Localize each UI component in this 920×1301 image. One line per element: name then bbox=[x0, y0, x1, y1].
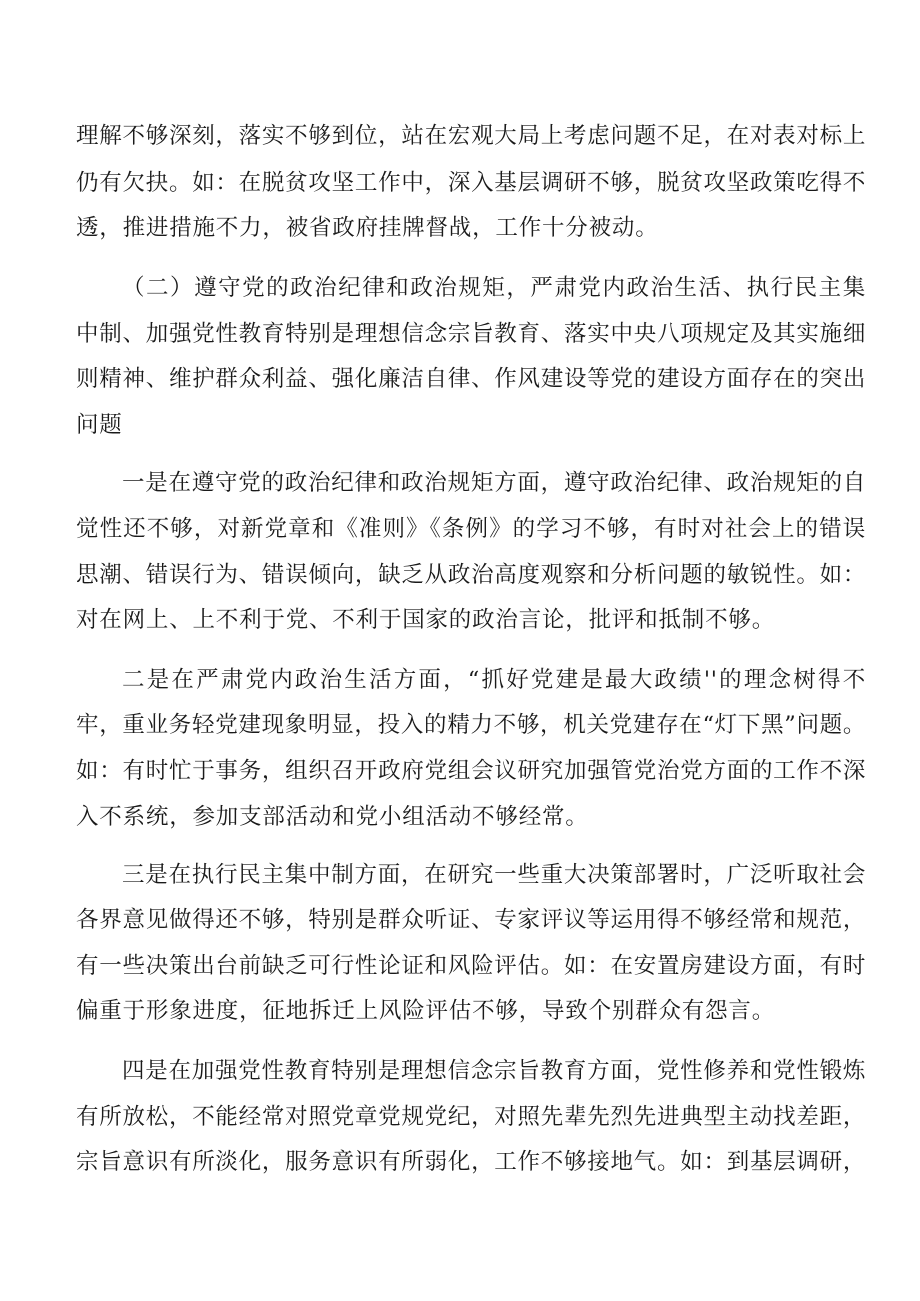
paragraph-6-line-3: 宗旨意识有所淡化，服务意识有所弱化，工作不够接地气。如：到基层调研， bbox=[76, 1149, 866, 1175]
paragraph-1-line-3: 透，推进措施不力，被省政府挂牌督战，工作十分被动。 bbox=[76, 215, 659, 241]
paragraph-4-line-3: 如：有时忙于事务，组织召开政府党组会议研究加强管党治党方面的工作不深 bbox=[76, 758, 866, 784]
paragraph-5-line-1: 三是在执行民主集中制方面，在研究一些重大决策部署时，广泛听取社会 bbox=[122, 862, 866, 888]
paragraph-4-line-4: 入不系统，参加支部活动和党小组活动不够经常。 bbox=[76, 804, 589, 830]
paragraph-1-line-1: 理解不够深刻，落实不够到位，站在宏观大局上考虑问题不足，在对表对标上 bbox=[76, 123, 866, 149]
section-heading-line-1: （二）遵守党的政治纪律和政治规矩，严肃党内政治生活、执行民主集 bbox=[122, 275, 866, 301]
paragraph-5-line-4: 偏重于形象进度，征地拆迁上风险评估不够，导致个别群众有怨言。 bbox=[76, 998, 776, 1024]
paragraph-3-line-3: 思潮、错误行为、错误倾向，缺乏从政治高度观察和分析问题的敏锐性。如： bbox=[76, 562, 866, 588]
section-heading-line-2: 中制、加强党性教育特别是理想信念宗旨教育、落实中央八项规定及其实施细 bbox=[76, 321, 866, 347]
paragraph-3-line-4: 对在网上、上不利于党、不利于国家的政治言论，批评和抵制不够。 bbox=[76, 607, 776, 633]
paragraph-6-line-1: 四是在加强党性教育特别是理想信念宗旨教育方面，党性修养和党性锻炼 bbox=[122, 1058, 866, 1084]
paragraph-4-line-1: 二是在严肃党内政治生活方面，“抓好党建是最大政绩''的理念树得不 bbox=[122, 667, 866, 693]
section-heading-line-4: 问题 bbox=[76, 412, 123, 438]
paragraph-5-line-2: 各界意见做得还不够，特别是群众听证、专家评议等运用得不够经常和规范， bbox=[76, 907, 866, 933]
paragraph-5-line-3: 有一些决策出台前缺乏可行性论证和风险评估。如：在安置房建设方面，有时 bbox=[76, 953, 866, 979]
paragraph-3-line-2: 觉性还不够，对新党章和《准则》《条例》的学习不够，有时对社会上的错误 bbox=[76, 516, 866, 542]
paragraph-1-line-2: 仍有欠抉。如：在脱贫攻坚工作中，深入基层调研不够，脱贫攻坚政策吃得不 bbox=[76, 170, 866, 196]
paragraph-6-line-2: 有所放松，不能经常对照党章党规党纪，对照先辈先烈先进典型主动找差距， bbox=[76, 1104, 866, 1130]
section-heading-line-3: 则精神、维护群众利益、强化廉洁自律、作风建设等党的建设方面存在的突出 bbox=[76, 366, 866, 392]
paragraph-3-line-1: 一是在遵守党的政治纪律和政治规矩方面，遵守政治纪律、政治规矩的自 bbox=[122, 470, 866, 496]
paragraph-4-line-2: 牢，重业务轻党建现象明显，投入的精力不够，机关党建存在“灯下黑”问题。 bbox=[76, 712, 866, 738]
